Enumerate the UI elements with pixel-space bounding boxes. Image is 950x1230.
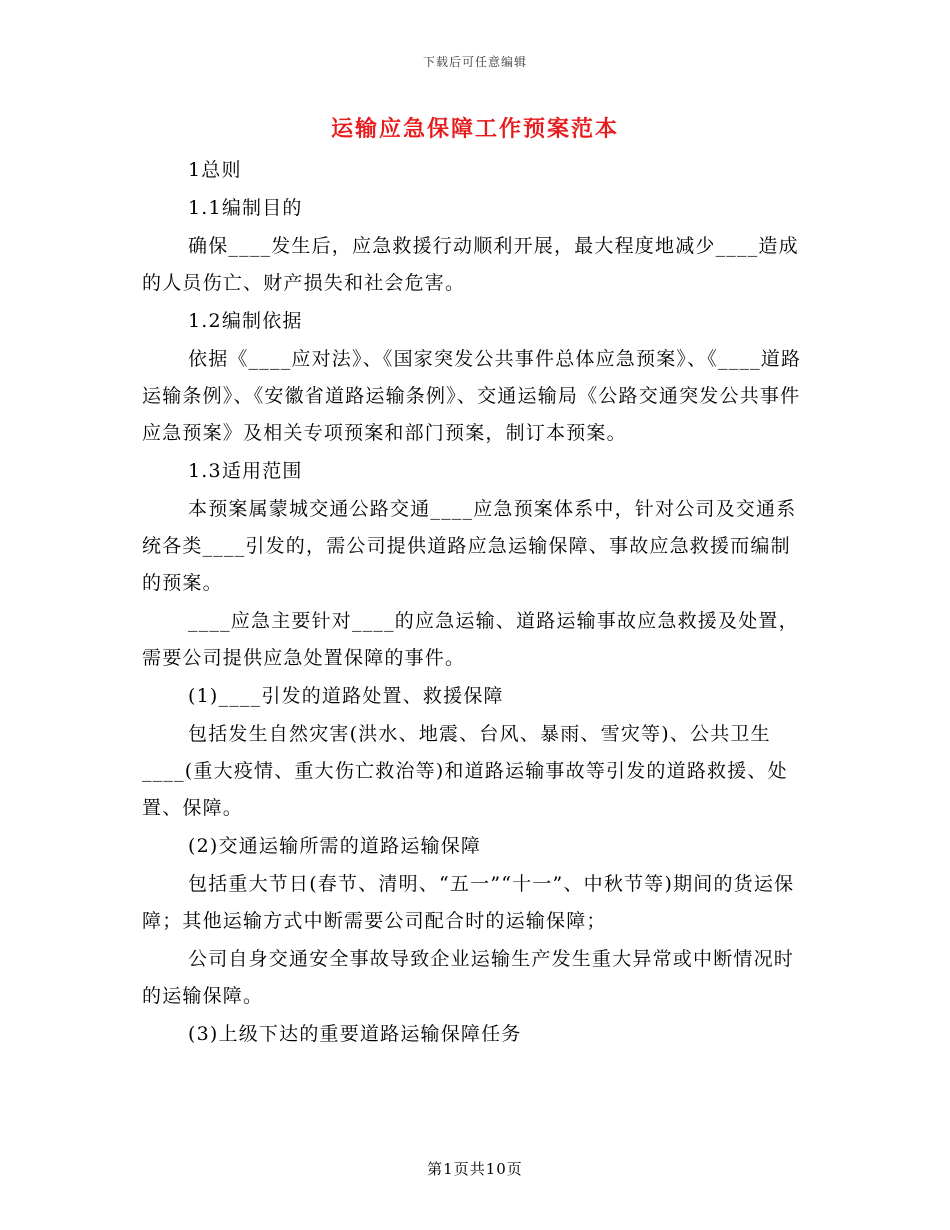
section-heading: (3)上级下达的重要道路运输保障任务	[188, 1023, 522, 1045]
section-heading: 1.1编制目的	[188, 197, 303, 219]
section-heading: 1总则	[188, 159, 242, 181]
body-paragraph: 公司自身交通安全事故导致企业运输生产发生重大异常或中断情况时的运输保障。	[142, 948, 795, 1007]
page-number: 第1页共10页	[427, 1160, 523, 1178]
body-paragraph: 包括重大节日(春节、清明、“五一”“十一”、中秋节等)期间的货运保障；其他运输方式中断需要公司配合时的运输保障；	[142, 873, 795, 932]
document-title: 运输应急保障工作预案范本	[330, 116, 619, 142]
body-paragraph: ____应急主要针对____的应急运输、道路运输事故应急救援及处置，需要公司提供应急处置保障的事件。	[142, 610, 799, 669]
header-note: 下载后可任意编辑	[422, 55, 527, 69]
section-heading: (2)交通运输所需的道路运输保障	[188, 835, 482, 857]
body-paragraph: 确保____发生后，应急救援行动顺利开展，最大程度地减少____造成的人员伤亡、财产损失和社会危害。	[142, 235, 799, 294]
body-paragraph: 依据《____应对法》、《国家突发公共事件总体应急预案》、《____道路运输条例》、《安徽省道路运输条例》、交通运输局《公路交通突发公共事件应急预案》及相关专项预案和部门预案，制订本预案。	[142, 348, 802, 444]
document-body	[142, 152, 808, 1054]
body-paragraph: 包括发生自然灾害(洪水、地震、台风、暴雨、雪灾等)、公共卫生____(重大疫情、重大伤亡救治等)和道路运输事故等引发的道路救援、处置、保障。	[142, 723, 788, 819]
body-paragraph: 本预案属蒙城交通公路交通____应急预案体系中，针对公司及交通系统各类____引发的，需公司提供道路应急运输保障、事故应急救援而编制的预案。	[142, 498, 797, 594]
section-heading: 1.2编制依据	[188, 310, 303, 332]
section-heading: (1)____引发的道路处置、救援保障	[188, 685, 504, 707]
section-heading: 1.3适用范围	[188, 460, 303, 482]
